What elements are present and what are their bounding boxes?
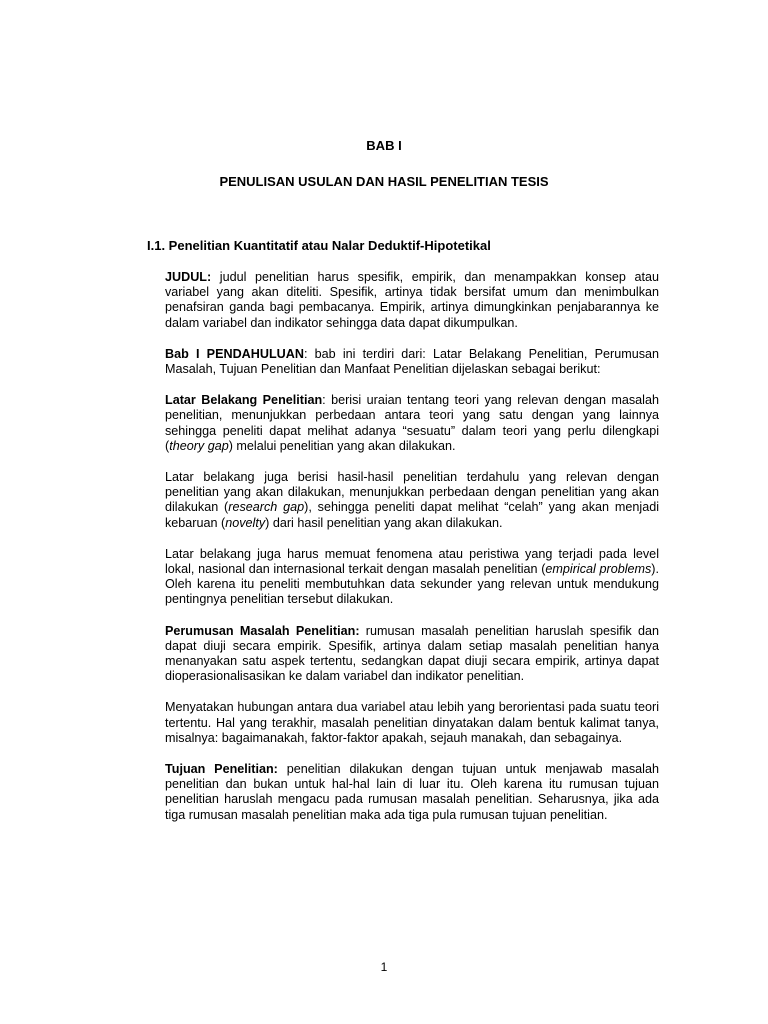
chapter-heading: BAB I bbox=[366, 138, 402, 153]
italic-term: research gap bbox=[228, 500, 305, 515]
page-number: 1 bbox=[380, 960, 388, 974]
paragraph-judul bbox=[165, 270, 659, 331]
paragraph-latar-belakang bbox=[165, 393, 659, 454]
italic-term: novelty bbox=[225, 515, 266, 530]
paragraph-hubungan-variabel bbox=[165, 700, 659, 746]
paragraph-lead: Tujuan Penelitian: bbox=[165, 762, 278, 777]
paragraph-tujuan-penelitian bbox=[165, 762, 659, 823]
paragraph-text: ) melalui penelitian yang akan dilakukan. bbox=[228, 438, 456, 453]
paragraph-text: : berisi uraian tentang teori yang relevan dengan masalah penelitian, menunjukkan perbedaan antara teori yang satu dengan yang lainnya sehingga peneliti dapat melihat adanya “sesuatu” dalam teori yang perlu dilengkapi ( bbox=[165, 393, 659, 453]
section-heading: I.1. Penelitian Kuantitatif atau Nalar Deduktif-Hipotetikal bbox=[147, 238, 491, 253]
paragraph-text: ), sehingga peneliti dapat melihat “celah” yang akan menjadi kebaruan ( bbox=[165, 500, 660, 530]
italic-term: theory gap bbox=[169, 438, 229, 453]
paragraph-text: Menyatakan hubungan antara dua variabel atau lebih yang berorientasi pada suatu teori tertentu. Hal yang terakhir, masalah penelitian dinyatakan dalam bentuk kalimat tanya, misalnya: bagaimanakah, faktor-faktor apakah, sejauh manakah, dan sebagainya. bbox=[165, 700, 659, 745]
paragraph-text: Latar belakang juga berisi hasil-hasil penelitian terdahulu yang relevan dengan penelitian yang akan dilakukan, menunjukkan perbedaan dengan penelitian yang akan dilakukan ( bbox=[165, 470, 659, 515]
paragraph-text: penelitian dilakukan dengan tujuan untuk menjawab masalah penelitian dan bukan untuk hal-hal lain di luar itu. Oleh karena itu rumusan tujuan penelitian haruslah mengacu pada rumusan masalah penelitian. Seharusnya, jika ada tiga rumusan masalah penelitian maka ada tiga pula rumusan tujuan penelitian. bbox=[165, 762, 659, 822]
paragraph-lead: Perumusan Masalah Penelitian: bbox=[165, 623, 360, 638]
paragraph-fenomena bbox=[165, 547, 659, 608]
paragraph-text: ). Oleh karena itu peneliti membutuhkan data sekunder yang relevan untuk mendukung pentingnya penelitian tersebut dilakukan. bbox=[165, 562, 659, 607]
paragraph-text: Latar belakang juga harus memuat fenomena atau peristiwa yang terjadi pada level lokal, nasional dan internasional terkait dengan masalah penelitian ( bbox=[165, 546, 659, 577]
paragraph-lead: Latar Belakang Penelitian bbox=[165, 393, 323, 408]
paragraph-lead: JUDUL: bbox=[165, 270, 212, 284]
document-title: PENULISAN USULAN DAN HASIL PENELITIAN TESIS bbox=[219, 174, 549, 189]
italic-term: empirical problems bbox=[545, 562, 652, 577]
paragraph-lead: Bab I PENDAHULUAN bbox=[165, 346, 304, 361]
body-text bbox=[165, 270, 659, 839]
paragraph-pendahuluan bbox=[165, 347, 659, 377]
paragraph-perumusan-masalah bbox=[165, 624, 659, 685]
paragraph-text: : bab ini terdiri dari: Latar Belakang Penelitian, Perumusan Masalah, Tujuan Penelitian dan Manfaat Penelitian dijelaskan sebagai berikut: bbox=[165, 346, 660, 377]
paragraph-research-gap bbox=[165, 470, 659, 531]
paragraph-text: rumusan masalah penelitian haruslah spesifik dan dapat diuji secara empirik. Spesifik, artinya dalam setiap masalah penelitian hanya menanyakan satu aspek tertentu, sedangkan dapat diuji secara empirik, artinya dapat dioperasionalisasikan ke dalam variabel dan indikator penelitian. bbox=[165, 623, 660, 684]
paragraph-text: ) dari hasil penelitian yang akan dilakukan. bbox=[265, 515, 503, 530]
paragraph-text: judul penelitian harus spesifik, empirik, dan menampakkan konsep atau variabel yang akan diteliti. Spesifik, artinya tidak bersifat umum dan menimbulkan penafsiran ganda bagi pembacanya. Empirik, artinya dimungkinkan penjabarannya ke dalam variabel dan indikator sehingga data dapat dikumpulkan. bbox=[165, 270, 659, 330]
